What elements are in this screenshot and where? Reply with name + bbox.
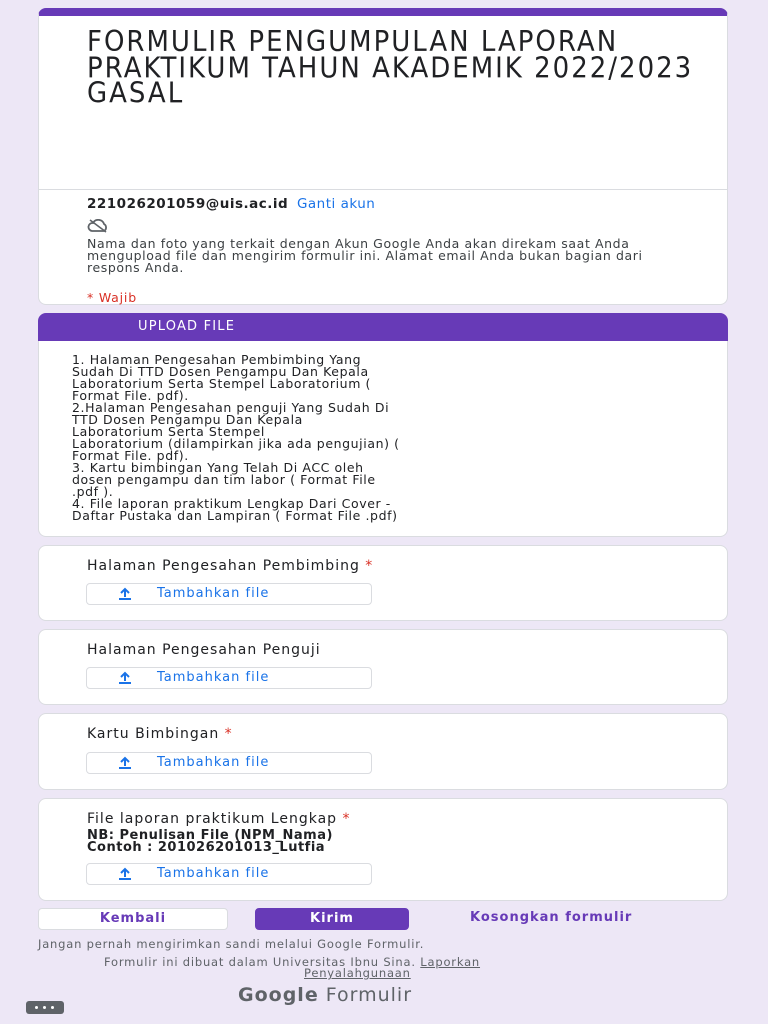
question-text: Kartu Bimbingan: [87, 726, 220, 742]
description-line: TTD Dosen Pengampu Dan Kepala: [72, 412, 303, 427]
add-file-label: Tambahkan file: [157, 586, 270, 601]
description-line: Sudah Di TTD Dosen Pengampu Dan Kepala: [72, 364, 369, 379]
section-description: [72, 354, 672, 522]
account-row: [87, 196, 375, 212]
switch-account-link[interactable]: Ganti akun: [296, 196, 376, 212]
question-text: Halaman Pengesahan Penguji: [87, 642, 321, 658]
add-file-button[interactable]: [86, 583, 372, 605]
description-line: dosen pengampu dan tim labor ( Format File: [72, 472, 376, 487]
description-line: Format File. pdf).: [72, 448, 189, 463]
description-line: Format File. pdf).: [72, 388, 189, 403]
section-title: UPLOAD FILE: [138, 319, 236, 334]
required-note: * Wajib: [87, 290, 137, 305]
upload-icon: [117, 587, 133, 601]
description-line: .pdf ).: [72, 484, 114, 499]
description-line: 2.Halaman Pengesahan penguji Yang Sudah Di: [72, 400, 390, 415]
required-asterisk: *: [342, 811, 351, 827]
description-line: Laboratorium Serta Stempel: [72, 424, 265, 439]
question-label: [87, 726, 233, 742]
question-text: File laporan praktikum Lengkap: [87, 811, 338, 827]
add-file-button[interactable]: [86, 863, 372, 885]
add-file-button[interactable]: [86, 667, 372, 689]
created-by-text: Formulir ini dibuat dalam Universitas Ibnu Sina.: [104, 955, 416, 969]
question-label: [87, 811, 351, 827]
description-line: 3. Kartu bimbingan Yang Telah Di ACC oleh: [72, 460, 364, 475]
description-line: 4. File laporan praktikum Lengkap Dari Cover -: [72, 496, 391, 511]
required-asterisk: *: [365, 558, 374, 574]
form-title: FORMULIR PENGUMPULAN LAPORAN PRAKTIKUM TAHUN AKADEMIK 2022/2023 GASAL: [87, 25, 694, 111]
brand-google: Google: [238, 984, 319, 1006]
brand-forms: Formulir: [325, 984, 413, 1006]
description-line: 1. Halaman Pengesahan Pembimbing Yang: [72, 352, 362, 367]
section-header: [38, 313, 728, 342]
add-file-label: Tambahkan file: [157, 866, 270, 881]
question-example: Contoh : 201026201013_Lutfia: [87, 840, 326, 855]
google-forms-logo[interactable]: [238, 984, 412, 1006]
question-label: [87, 558, 373, 574]
section-description-card: [38, 341, 728, 537]
question-card-pembimbing: [38, 545, 728, 621]
clear-form-link[interactable]: Kosongkan formulir: [470, 910, 633, 925]
privacy-notice: Nama dan foto yang terkait dengan Akun Google Anda akan direkam saat Anda mengupload file dan mengirim formulir ini. Alamat email Anda bukan bagian dari respons Anda.: [87, 236, 643, 275]
report-abuse-link-line2[interactable]: Penyalahgunaan: [304, 966, 411, 980]
question-card-kartu-bimbingan: [38, 713, 728, 790]
report-abuse-link[interactable]: Laporkan: [420, 955, 481, 969]
submit-button[interactable]: Kirim: [255, 908, 409, 930]
upload-icon: [117, 671, 133, 685]
question-text: Halaman Pengesahan Pembimbing: [87, 558, 360, 574]
add-file-label: Tambahkan file: [157, 755, 270, 770]
cloud-off-icon: [87, 219, 109, 233]
question-label: [87, 642, 321, 658]
question-note: NB: Penulisan File (NPM_Nama): [87, 828, 333, 843]
add-file-label: Tambahkan file: [157, 670, 270, 685]
required-asterisk: *: [224, 726, 233, 742]
question-card-penguji: [38, 629, 728, 705]
form-header-card: [38, 8, 728, 305]
account-email: 221026201059@uis.ac.id: [87, 196, 289, 212]
description-line: Daftar Pustaka dan Lampiran ( Format File .pdf): [72, 508, 398, 523]
question-card-laporan-lengkap: [38, 798, 728, 901]
footer-created-by: [104, 957, 480, 979]
description-line: Laboratorium Serta Stempel Laboratorium (: [72, 376, 372, 391]
description-line: Laboratorium (dilampirkan jika ada pengujian) (: [72, 436, 400, 451]
back-button[interactable]: Kembali: [38, 908, 228, 930]
upload-icon: [117, 867, 133, 881]
header-divider: [39, 189, 727, 190]
upload-icon: [117, 756, 133, 770]
password-warning: Jangan pernah mengirimkan sandi melalui Google Formulir.: [38, 937, 425, 951]
add-file-button[interactable]: [86, 752, 372, 774]
feedback-icon[interactable]: [26, 1001, 64, 1014]
